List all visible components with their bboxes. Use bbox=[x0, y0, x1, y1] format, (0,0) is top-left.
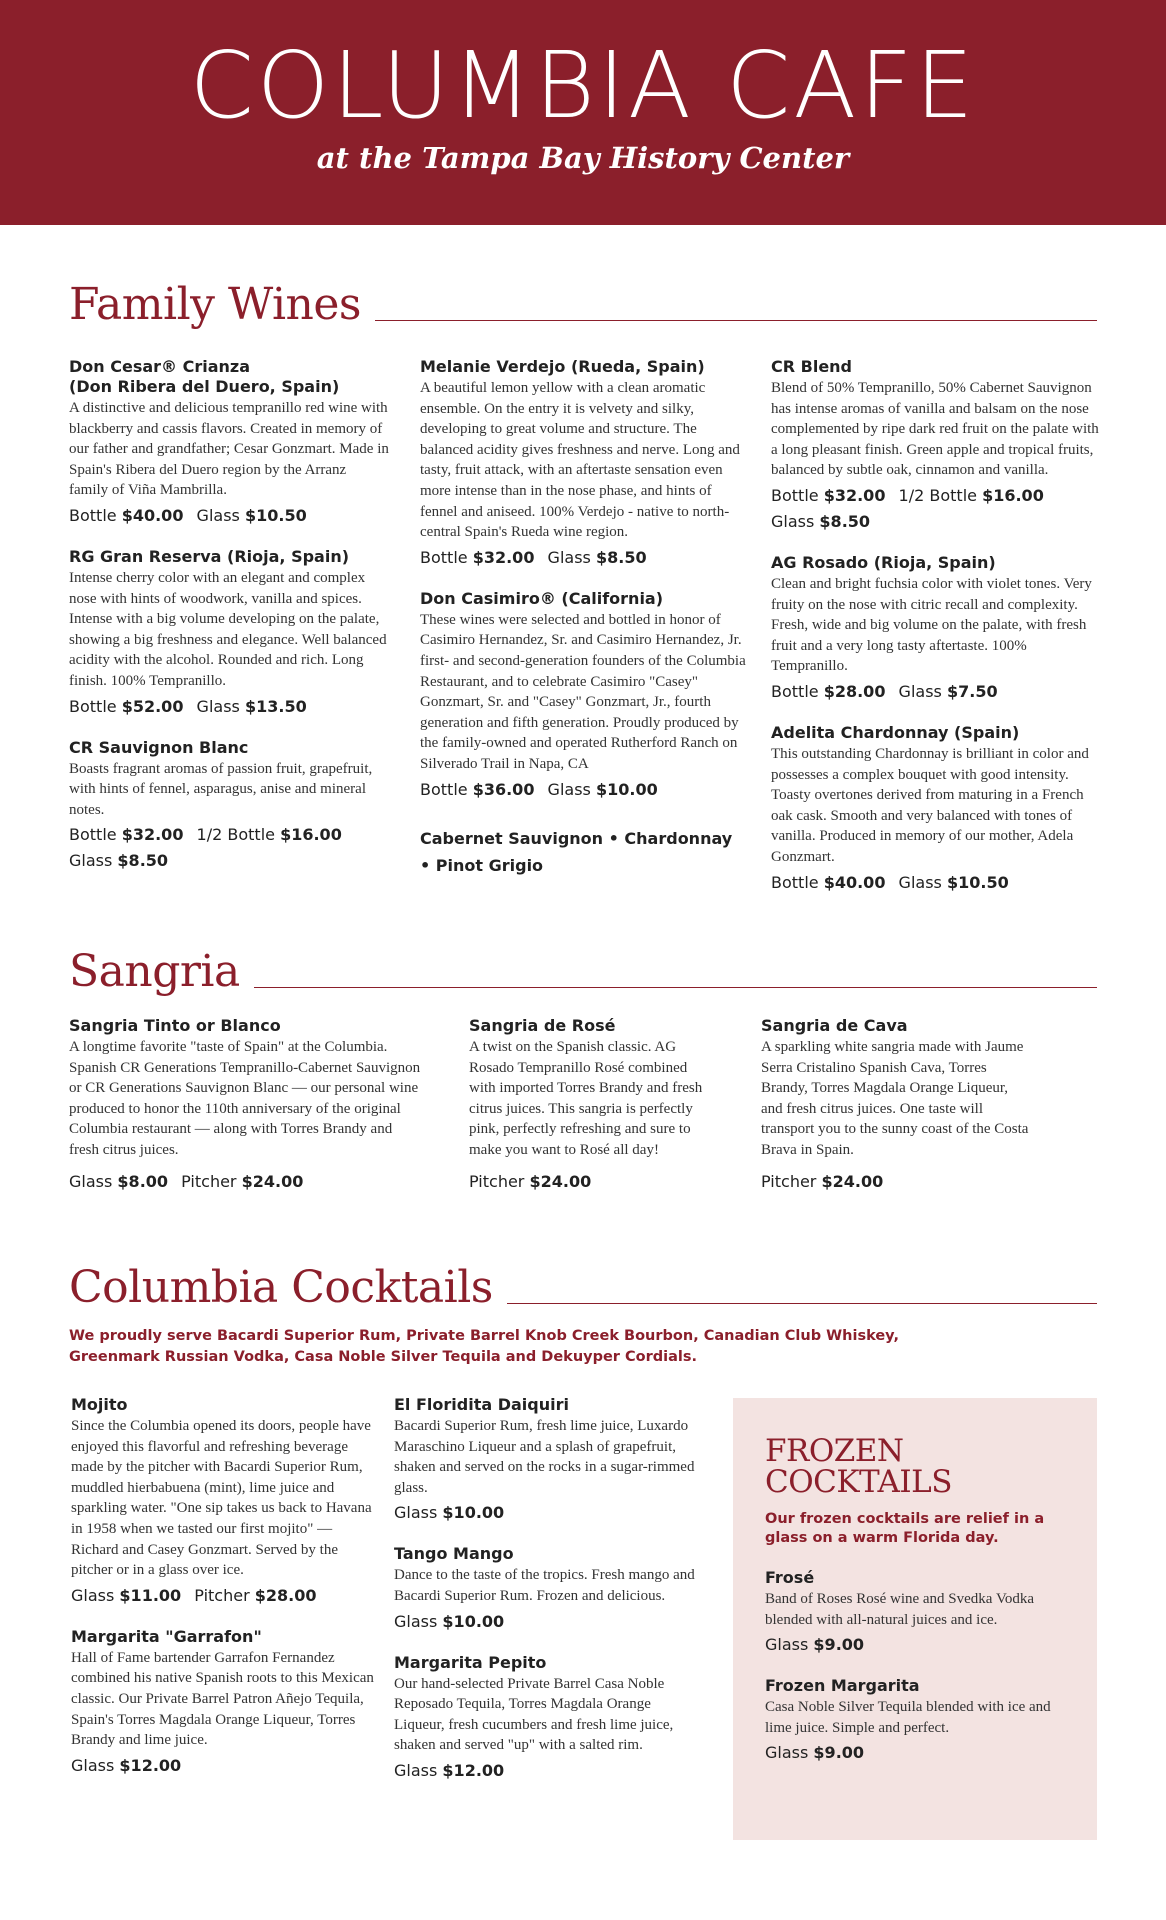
price-label: Bottle bbox=[69, 505, 117, 525]
frozen-item bbox=[765, 1568, 1065, 1658]
price-line bbox=[765, 1632, 1065, 1658]
price: $32.00 bbox=[823, 485, 886, 505]
price: $32.00 bbox=[472, 547, 535, 567]
price-line bbox=[394, 1758, 704, 1784]
price-label: Glass bbox=[71, 1755, 115, 1775]
price-label: Bottle bbox=[69, 825, 117, 845]
price-label: Glass bbox=[771, 511, 815, 531]
item-name: Margarita Pepito bbox=[394, 1652, 547, 1672]
price: $10.00 bbox=[442, 1611, 505, 1631]
price-line bbox=[69, 694, 389, 720]
item-name: Adelita Chardonnay (Spain) bbox=[771, 722, 1020, 742]
price: $8.00 bbox=[117, 1171, 169, 1191]
price: $16.00 bbox=[280, 825, 342, 845]
price: $8.50 bbox=[819, 511, 871, 531]
item-description: Bacardi Superior Rum, fresh lime juice, Luxardo Maraschino Liqueur and a splash of grapefruit, shaken and served on the rocks in a sugar-rimmed glass. bbox=[394, 1418, 695, 1496]
price-line bbox=[469, 1169, 709, 1195]
price: $7.50 bbox=[946, 681, 998, 701]
item-description: A longtime favorite "taste of Spain" at the Columbia. Spanish CR Generations Tempranillo-Cabernet Sauvignon or CR Generations Sauvignon Blanc — our personal wine produced to honor the 110th anniversary of the original Columbia restaurant — along with Torres Brandy and fresh citrus juices. bbox=[69, 1039, 421, 1158]
wine-item bbox=[69, 547, 389, 720]
item-description: Blend of 50% Tempranillo, 50% Cabernet Sauvignon has intense aromas of vanilla and balsam on the nose complemented by ripe dark red fruit on the palate with a long pleasant finish. Green apple and tropical fruits, balanced by subtle oak, cinnamon and vanilla. bbox=[771, 380, 1099, 479]
item-name: El Floridita Daiquiri bbox=[394, 1395, 569, 1414]
price-label: Bottle bbox=[771, 872, 819, 892]
price: $52.00 bbox=[121, 696, 184, 716]
wine-item bbox=[771, 723, 1101, 896]
price: $9.00 bbox=[813, 1635, 865, 1655]
price-label: Glass bbox=[394, 1760, 438, 1780]
price-label: Glass bbox=[547, 779, 591, 799]
item-name: Don Casimiro® (California) bbox=[420, 588, 664, 608]
varietals-list bbox=[420, 825, 750, 879]
price-label: Pitcher bbox=[469, 1171, 525, 1191]
item-name-line2: (Don Ribera del Duero, Spain) bbox=[69, 377, 340, 396]
frozen-title: FROZEN COCKTAILS bbox=[765, 1433, 952, 1500]
cocktail-item bbox=[71, 1627, 377, 1779]
item-name: Frozen Margarita bbox=[765, 1676, 920, 1696]
price-label: Glass bbox=[394, 1611, 438, 1631]
item-name: CR Blend bbox=[771, 357, 853, 376]
price: $12.00 bbox=[119, 1755, 182, 1775]
price-label: Glass bbox=[898, 681, 942, 701]
price-label: Glass bbox=[765, 1743, 809, 1763]
price-label: Glass bbox=[898, 872, 942, 892]
sangria-item bbox=[761, 1016, 1031, 1195]
item-name: Frosé bbox=[765, 1568, 815, 1587]
price: $28.00 bbox=[254, 1585, 317, 1605]
item-description: Band of Roses Rosé wine and Svedka Vodka blended with all-natural juices and ice. bbox=[765, 1591, 1035, 1628]
wine-item bbox=[69, 357, 389, 529]
price-label: Bottle bbox=[420, 779, 468, 799]
price: $11.00 bbox=[119, 1585, 182, 1605]
cocktails-intro: We proudly serve Bacardi Superior Rum, Private Barrel Knob Creek Bourbon, Canadian Club Whiskey, Greenmark Russian Vodka, Casa Noble Silver Tequila and Dekuyper Cordials. bbox=[69, 1328, 899, 1365]
price-label: Pitcher bbox=[761, 1171, 817, 1191]
item-description: Intense cherry color with an elegant and complex nose with hints of woodwork, vanilla and spices. Intense with a big volume developing on the palate, showing a big freshness and elegance. Well balanced acidity with the alcohol. Rounded and rich. Long finish. 100% Tempranillo. bbox=[69, 569, 387, 689]
price-label: Bottle bbox=[771, 681, 819, 701]
price-line bbox=[69, 822, 389, 874]
price: $24.00 bbox=[241, 1171, 304, 1191]
item-description: Clean and bright fuchsia color with violet tones. Very fruity on the nose with citric recall and complexity. Fresh, wide and big volume on the palate, with fresh fruit and a very long tasty aftertaste. 100% Tempranillo. bbox=[771, 575, 1092, 675]
price-label: Glass bbox=[394, 1503, 438, 1523]
price-line bbox=[771, 870, 1101, 896]
price-line bbox=[394, 1500, 704, 1526]
price: $40.00 bbox=[823, 872, 886, 892]
item-name: Sangria de Rosé bbox=[469, 1016, 616, 1035]
wine-item bbox=[420, 589, 750, 803]
item-description: This outstanding Chardonnay is brilliant in color and possesses a complex bouquet with good intensity. Toasty overtones derived from maturing in a French oak cask. Smooth and very balanced with tones of vanilla. Produced in memory of our mother, Adela Gonzmart. bbox=[771, 745, 1089, 865]
wine-item bbox=[420, 357, 750, 571]
sangria-item bbox=[69, 1016, 425, 1195]
price-label: Glass bbox=[765, 1635, 809, 1655]
price-label: Glass bbox=[196, 505, 240, 525]
price-label: Glass bbox=[71, 1585, 115, 1605]
cocktails-heading bbox=[69, 1262, 1097, 1313]
price-line bbox=[69, 1169, 425, 1195]
wine-item bbox=[69, 738, 389, 875]
frozen-item bbox=[765, 1676, 1065, 1766]
item-name: AG Rosado (Rioja, Spain) bbox=[771, 552, 996, 572]
item-name: Margarita "Garrafon" bbox=[71, 1626, 262, 1646]
cocktail-item bbox=[394, 1395, 704, 1526]
restaurant-title: COLUMBIA CAFE bbox=[189, 32, 977, 139]
price-line bbox=[420, 545, 750, 571]
price: $13.50 bbox=[244, 696, 307, 716]
item-name: Sangria de Cava bbox=[761, 1016, 908, 1035]
item-description: A distinctive and delicious tempranillo red wine with blackberry and cassis flavors. Created in memory of our father and grandfather; Cesar Gonzmart. Made in Spain's Ribera del Duero region by the Arranz family of Viña Mambrilla. bbox=[69, 400, 389, 499]
item-description: Our hand-selected Private Barrel Casa Noble Reposado Tequila, Torres Magdala Orange Liqueur, fresh cucumbers and fresh lime juice, shaken and served "up" with a salted rim. bbox=[394, 1675, 674, 1754]
wines-column-1 bbox=[69, 357, 389, 892]
price-label: Glass bbox=[69, 1171, 113, 1191]
price-label: Pitcher bbox=[181, 1171, 237, 1191]
item-description: Casa Noble Silver Tequila blended with ice and lime juice. Simple and perfect. bbox=[765, 1699, 1051, 1736]
price: $32.00 bbox=[121, 825, 184, 845]
item-name: Don Cesar® Crianza bbox=[69, 357, 251, 376]
price: $12.00 bbox=[442, 1760, 505, 1780]
cocktails-column-2 bbox=[394, 1395, 704, 1802]
price: $10.00 bbox=[595, 779, 658, 799]
price-label: Pitcher bbox=[194, 1585, 250, 1605]
price-line bbox=[394, 1609, 704, 1635]
frozen-subtitle: Our frozen cocktails are relief in a glass on a warm Florida day. bbox=[765, 1511, 1045, 1546]
item-description: Dance to the taste of the tropics. Fresh mango and Bacardi Superior Rum. Frozen and delicious. bbox=[394, 1567, 695, 1604]
price: $10.00 bbox=[442, 1503, 505, 1523]
cocktail-item bbox=[394, 1544, 704, 1634]
price: $36.00 bbox=[472, 779, 535, 799]
family-wines-heading bbox=[69, 279, 1097, 330]
price-line bbox=[761, 1169, 1031, 1195]
item-description: A beautiful lemon yellow with a clean aromatic ensemble. On the entry it is velvety and silky, developing to great volume and structure. The balanced acidity gives freshness and nerve. Long and tasty, fruit attack, with an aftertaste sensation even more intense than in the nose phase, and hints of fennel and aniseed. 100% Verdejo - native to north-central Spain's Rueda wine region. bbox=[420, 380, 740, 541]
price: $9.00 bbox=[813, 1743, 865, 1763]
item-description: Boasts fragrant aromas of passion fruit, grapefruit, with hints of fennel, asparagus, anise and mineral notes. bbox=[69, 760, 373, 818]
item-name: Mojito bbox=[71, 1395, 128, 1414]
price: $10.50 bbox=[244, 505, 307, 525]
section-rule bbox=[254, 987, 1097, 989]
price: $40.00 bbox=[121, 505, 184, 525]
price: $16.00 bbox=[982, 485, 1044, 505]
sangria-item bbox=[469, 1016, 709, 1195]
price-label: Glass bbox=[196, 696, 240, 716]
item-description: A twist on the Spanish classic. AG Rosado Tempranillo Rosé combined with imported Torres Brandy and fresh citrus juices. This sangria is perfectly pink, perfectly refreshing and sure to make you want to Rosé all day! bbox=[469, 1039, 703, 1158]
item-description: These wines were selected and bottled in honor of Casimiro Hernandez, Sr. and Casimiro Hernandez, Jr. first- and second-generation founders of the Columbia Restaurant, and to celebrate Casimiro "Casey" Gonzmart, Sr. and "Casey" Gonzmart, Jr., fourth generation and fifth generation. Proudly produced by the family-owned and operated Rutherford Ranch on Silverado Trail in Napa, CA bbox=[420, 611, 746, 772]
price-label: 1/2 Bottle bbox=[196, 825, 275, 845]
wines-column-3 bbox=[771, 357, 1101, 914]
section-title: Sangria bbox=[69, 946, 240, 997]
price-label: 1/2 Bottle bbox=[898, 485, 977, 505]
price-line bbox=[420, 777, 750, 803]
frozen-cocktails-panel bbox=[733, 1398, 1097, 1840]
item-name: Sangria Tinto or Blanco bbox=[69, 1016, 281, 1035]
price-label: Glass bbox=[69, 851, 113, 871]
price: $24.00 bbox=[821, 1171, 884, 1191]
item-name: Melanie Verdejo (Rueda, Spain) bbox=[420, 357, 705, 376]
varietals-line: Cabernet Sauvignon • Chardonnay bbox=[420, 828, 733, 848]
item-description: A sparkling white sangria made with Jaume Serra Cristalino Spanish Cava, Torres Brandy, Torres Magdala Orange Liqueur, and fresh citrus juices. One taste will transport you to the sunny coast of the Costa Brava in Spain. bbox=[761, 1039, 1029, 1158]
section-title: Family Wines bbox=[69, 279, 361, 330]
price: $8.50 bbox=[595, 547, 647, 567]
price-line bbox=[71, 1753, 377, 1779]
sangria-heading bbox=[69, 946, 1097, 997]
price: $28.00 bbox=[823, 681, 886, 701]
item-name: CR Sauvignon Blanc bbox=[69, 737, 249, 757]
section-rule bbox=[507, 1303, 1097, 1305]
item-name: Tango Mango bbox=[394, 1544, 514, 1564]
price-line bbox=[771, 483, 1101, 535]
price-label: Bottle bbox=[69, 696, 117, 716]
header-banner bbox=[0, 0, 1166, 225]
price: $10.50 bbox=[946, 872, 1009, 892]
item-name: RG Gran Reserva (Rioja, Spain) bbox=[69, 546, 350, 566]
item-description: Since the Columbia opened its doors, people have enjoyed this flavorful and refreshing beverage made by the pitcher with Bacardi Superior Rum, muddled hierbabuena (mint), lime juice and sparkling water. "One sip takes us back to Havana in 1958 when we tasted our first mojito" — Richard and Casey Gonzmart. Served by the pitcher or in a glass over ice. bbox=[71, 1418, 372, 1579]
price-line bbox=[69, 503, 389, 529]
varietals-line: • Pinot Grigio bbox=[420, 855, 544, 875]
wine-item bbox=[771, 553, 1101, 705]
section-rule bbox=[375, 320, 1097, 322]
price-label: Bottle bbox=[420, 547, 468, 567]
cocktail-item bbox=[394, 1653, 704, 1784]
wine-item bbox=[771, 357, 1101, 535]
item-description: Hall of Fame bartender Garrafon Fernandez combined his native Spanish roots to this Mexican classic. Our Private Barrel Patron Añejo Tequila, Spain's Torres Magdala Orange Liqueur, Torres Brandy and lime juice. bbox=[71, 1649, 374, 1749]
price: $8.50 bbox=[117, 851, 169, 871]
section-title: Columbia Cocktails bbox=[69, 1262, 493, 1313]
price-label: Glass bbox=[547, 547, 591, 567]
restaurant-subtitle: at the Tampa Bay History Center bbox=[316, 141, 850, 175]
price-line bbox=[771, 679, 1101, 705]
wines-column-2 bbox=[420, 357, 750, 897]
price-line bbox=[765, 1740, 1065, 1766]
price-line bbox=[71, 1583, 377, 1609]
cocktail-item bbox=[71, 1395, 377, 1609]
cocktails-column-1 bbox=[71, 1395, 377, 1797]
price: $24.00 bbox=[529, 1171, 592, 1191]
price-label: Bottle bbox=[771, 485, 819, 505]
